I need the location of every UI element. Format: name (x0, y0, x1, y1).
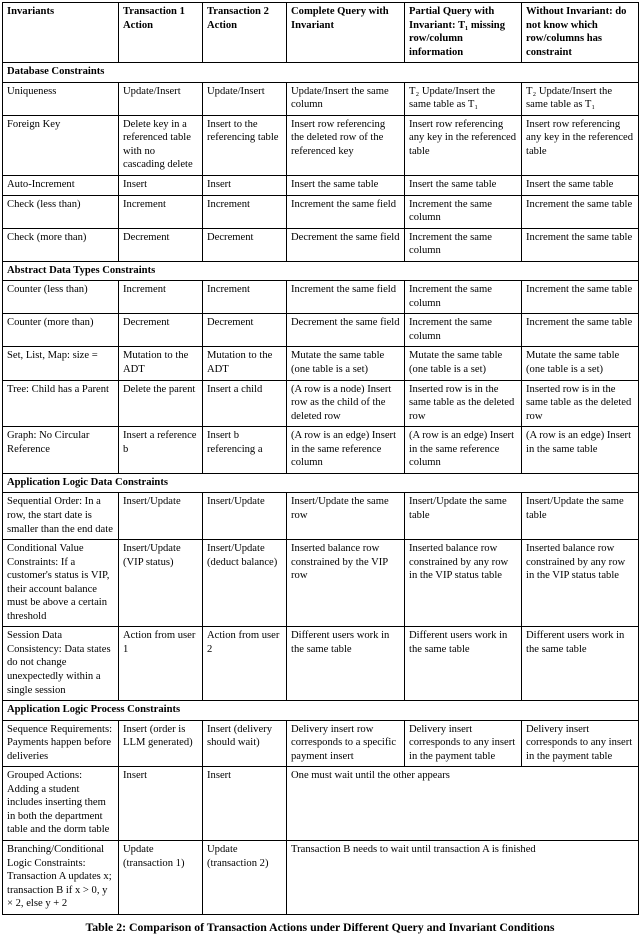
action-cell: (A row is an edge) Insert in the same reference column (405, 427, 522, 474)
action-cell: Increment (119, 195, 203, 228)
action-cell: Insert b referencing a (203, 427, 287, 474)
action-cell: Different users work in the same table (287, 627, 405, 701)
comparison-table (2, 2, 639, 915)
action-cell: Update (transaction 2) (203, 840, 287, 914)
action-cell: Inserted balance row constrained by any row in the VIP status table (522, 540, 639, 627)
action-cell: Different users work in the same table (522, 627, 639, 701)
action-cell: Delete key in a referenced table with no cascading delete (119, 115, 203, 175)
invariant-cell: Tree: Child has a Parent (3, 380, 119, 427)
header-complete-query: Complete Query with Invariant (287, 3, 405, 63)
table-row (3, 627, 639, 701)
action-cell: Increment the same field (287, 195, 405, 228)
action-cell: Insert/Update (VIP status) (119, 540, 203, 627)
action-cell: Mutation to the ADT (119, 347, 203, 380)
action-cell: Inserted balance row constrained by any row in the VIP status table (405, 540, 522, 627)
action-cell: Increment the same table (522, 195, 639, 228)
action-cell: Insert/Update (deduct balance) (203, 540, 287, 627)
invariant-cell: Foreign Key (3, 115, 119, 175)
action-cell: Insert (119, 767, 203, 841)
table-body (3, 63, 639, 915)
invariant-cell: Sequence Requirements: Payments happen before deliveries (3, 720, 119, 767)
invariant-cell: Branching/Conditional Logic Constraints: Transaction A updates x; transaction B if x > 0, y × 2, else y + 2 (3, 840, 119, 914)
action-cell: Mutate the same table (one table is a set) (405, 347, 522, 380)
table-row (3, 115, 639, 175)
action-cell: Insert the same table (522, 176, 639, 196)
action-cell: Insert row referencing any key in the referenced table (522, 115, 639, 175)
table-caption: Table 2: Comparison of Transaction Actions under Different Query and Invariant Conditions (85, 919, 555, 934)
invariant-cell: Set, List, Map: size = (3, 347, 119, 380)
table-row (3, 540, 639, 627)
table-row (3, 176, 639, 196)
table-header (3, 3, 639, 63)
action-cell: Action from user 1 (119, 627, 203, 701)
table-row (3, 427, 639, 474)
action-cell: Increment the same column (405, 228, 522, 261)
action-cell: Insert a child (203, 380, 287, 427)
table-row (3, 767, 639, 841)
action-cell: Action from user 2 (203, 627, 287, 701)
action-cell: T₂ Update/Insert the same table as T₁ (405, 82, 522, 115)
section-title: Application Logic Data Constraints (3, 473, 639, 493)
action-cell: Increment the same column (405, 195, 522, 228)
table-row (3, 840, 639, 914)
action-cell: Delete the parent (119, 380, 203, 427)
action-cell: Increment the same column (405, 314, 522, 347)
header-without-invariant: Without Invariant: do not know which row/columns has constraint (522, 3, 639, 63)
action-cell: Increment (119, 281, 203, 314)
action-cell: Insert (203, 767, 287, 841)
action-cell: Insert/Update the same table (522, 493, 639, 540)
action-cell: Increment the same table (522, 281, 639, 314)
action-cell: (A row is an edge) Insert in the same reference column (287, 427, 405, 474)
action-cell: Insert/Update (203, 493, 287, 540)
invariant-cell: Counter (more than) (3, 314, 119, 347)
action-cell: Insert (order is LLM generated) (119, 720, 203, 767)
action-cell: Mutation to the ADT (203, 347, 287, 380)
section-header-row (3, 701, 639, 721)
action-cell: Delivery insert row corresponds to a specific payment insert (287, 720, 405, 767)
action-cell: Insert/Update the same table (405, 493, 522, 540)
action-cell: Decrement (203, 228, 287, 261)
action-cell: (A row is an edge) Insert in the same table (522, 427, 639, 474)
action-cell: Mutate the same table (one table is a set) (287, 347, 405, 380)
action-cell: Insert the same table (405, 176, 522, 196)
section-header-row (3, 261, 639, 281)
table-row (3, 228, 639, 261)
header-invariants: Invariants (3, 3, 119, 63)
invariant-cell: Counter (less than) (3, 281, 119, 314)
invariant-cell: Check (more than) (3, 228, 119, 261)
action-cell: Decrement the same field (287, 314, 405, 347)
action-cell: Increment (203, 281, 287, 314)
action-cell: Increment the same table (522, 228, 639, 261)
header-partial-query: Partial Query with Invariant: T₁ missing row/column information (405, 3, 522, 63)
invariant-cell: Grouped Actions: Adding a student includes inserting them in both the department table and the dorm table (3, 767, 119, 841)
table-row (3, 314, 639, 347)
action-cell: Insert/Update the same row (287, 493, 405, 540)
action-cell: Inserted row is in the same table as the deleted row (522, 380, 639, 427)
section-header-row (3, 63, 639, 83)
header-transaction-2-action: Transaction 2 Action (203, 3, 287, 63)
header-row (3, 3, 639, 63)
table-row (3, 347, 639, 380)
table-row (3, 720, 639, 767)
action-cell: Insert the same table (287, 176, 405, 196)
action-cell: Decrement (119, 228, 203, 261)
invariant-cell: Check (less than) (3, 195, 119, 228)
action-cell: Mutate the same table (one table is a set) (522, 347, 639, 380)
section-title: Application Logic Process Constraints (3, 701, 639, 721)
action-cell: Increment the same column (405, 281, 522, 314)
invariant-cell: Graph: No Circular Reference (3, 427, 119, 474)
action-cell: Insert (203, 176, 287, 196)
action-cell: Different users work in the same table (405, 627, 522, 701)
action-cell: Decrement (119, 314, 203, 347)
action-cell: Insert (delivery should wait) (203, 720, 287, 767)
action-cell: Decrement (203, 314, 287, 347)
action-cell: Decrement the same field (287, 228, 405, 261)
merged-note-cell: Transaction B needs to wait until transaction A is finished (287, 840, 639, 914)
merged-note-cell: One must wait until the other appears (287, 767, 639, 841)
action-cell: Insert (119, 176, 203, 196)
invariant-cell: Uniqueness (3, 82, 119, 115)
action-cell: Update/Insert (203, 82, 287, 115)
action-cell: (A row is a node) Insert row as the child of the deleted row (287, 380, 405, 427)
invariant-cell: Auto-Increment (3, 176, 119, 196)
action-cell: Inserted row is in the same table as the deleted row (405, 380, 522, 427)
action-cell: Insert/Update (119, 493, 203, 540)
action-cell: Update (transaction 1) (119, 840, 203, 914)
action-cell: Update/Insert the same column (287, 82, 405, 115)
action-cell: Increment (203, 195, 287, 228)
table-row (3, 380, 639, 427)
table-row (3, 493, 639, 540)
section-title: Database Constraints (3, 63, 639, 83)
action-cell: Insert a reference b (119, 427, 203, 474)
header-transaction-1-action: Transaction 1 Action (119, 3, 203, 63)
action-cell: Inserted balance row constrained by the VIP row (287, 540, 405, 627)
action-cell: Delivery insert corresponds to any insert in the payment table (522, 720, 639, 767)
section-header-row (3, 473, 639, 493)
action-cell: Delivery insert corresponds to any insert in the payment table (405, 720, 522, 767)
table-row (3, 195, 639, 228)
invariant-cell: Session Data Consistency: Data states do not change unexpectedly within a single session (3, 627, 119, 701)
section-title: Abstract Data Types Constraints (3, 261, 639, 281)
action-cell: Insert row referencing any key in the referenced table (405, 115, 522, 175)
action-cell: Insert row referencing the deleted row of the referenced key (287, 115, 405, 175)
table-row (3, 82, 639, 115)
invariant-cell: Conditional Value Constraints: If a customer's status is VIP, their account balance must be above a certain threshold (3, 540, 119, 627)
action-cell: Increment the same table (522, 314, 639, 347)
action-cell: T₂ Update/Insert the same table as T₁ (522, 82, 639, 115)
action-cell: Increment the same field (287, 281, 405, 314)
table-row (3, 281, 639, 314)
action-cell: Update/Insert (119, 82, 203, 115)
invariant-cell: Sequential Order: In a row, the start date is smaller than the end date (3, 493, 119, 540)
action-cell: Insert to the referencing table (203, 115, 287, 175)
